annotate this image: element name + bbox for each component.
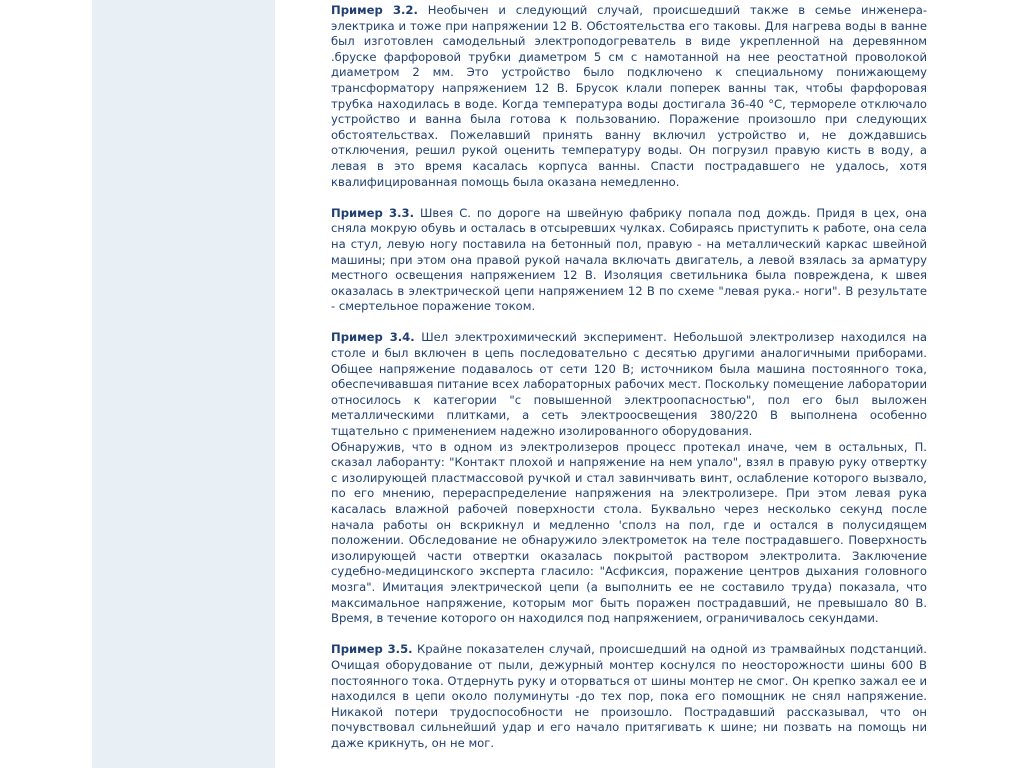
- example-text: Швея С. по дороге на швейную фабрику попала под дождь. Придя в цех, она сняла мокрую обувь и осталась в отсыревших чулках. Собираясь приступить к работе, она села на стул, левую ногу поставила на бетонный пол, правую - на металлический каркас швейной машины; при этом она правой рукой начала включать двигатель, а левой взялась за арматуру местного освещения напряжением 12 В. Изоляция светильника была повреждена, к швея оказалась в электрической цепи напряжением 12 В по схеме "левая рука.- ноги". В результате - смертельное поражение током.: [331, 205, 928, 314]
- example-paragraph: [331, 440, 927, 627]
- left-sidebar-band: [92, 0, 275, 768]
- example-label: Пример 3.4.: [331, 330, 415, 345]
- example-label: Пример 3.3.: [331, 205, 414, 220]
- example-label: Пример 3.5.: [331, 642, 413, 657]
- example-paragraph: [331, 206, 927, 315]
- example-3-2: [331, 3, 927, 190]
- example-paragraph: [331, 642, 927, 751]
- example-text: Обнаружив, что в одном из электролизеров процесс протекал иначе, чем в остальных, П. сказал лаборанту: "Контакт плохой и напряжение на нем упало", взял в правую руку отвертку с изолирующей пластмассовой ручкой и стал завинчивать винт, ослабление которого вызвало, по его мнению, перераспределение напряжения на электролизере. При этом левая рука касалась влажной рабочей поверхности стола. Буквально через несколько секунд после начала работы он вскрикнул и медленно 'сполз на пол, где и остался в полусидящем положении. Обследование не обнаружило электрометок на теле пострадавшего. Поверхность изолирующей части отвертки оказалась покрытой раствором электролита. Заключение судебно-медицинского эксперта гласило: "Асфиксия, поражение центров дыхания головного мозга". Имитация электрической цепи (а выполнить ее не составило труда) показала, что максимальное напряжение, которым мог быть поражен пострадавший, не превышало 80 В. Время, в течение которого он находился под напряжением, ограничивалось секундами.: [331, 439, 927, 626]
- example-text: Шел электрохимический эксперимент. Небольшой электролизер находился на столе и был включен в цепь последовательно с десятью другими аналогичными приборами. Общее напряжение подавалось от сети 120 В; источником была машина постоянного тока, обеспечивавшая питание всех лабораторных рабочих мест. Поскольку помещение лаборатории относилось к категории "с повышенной электроопасностью", пол его был выложен металлическими плитками, а сеть электроосвещения 380/220 В выполнена особенно тщательно с применением надежно изолированного оборудования.: [331, 330, 927, 439]
- example-3-4: [331, 330, 927, 626]
- example-text: Необычен и следующий случай, происшедший также в семье инженера-электрика и тоже при напряжении 12 В. Обстоятельства его таковы. Для нагрева воды в ванне был изготовлен самодельный электроподогреватель в виде укрепленной на деревянном .бруске фарфоровой трубки диаметром 5 см с намотанной на нее реостатной проволокой диаметром 2 мм. Это устройство было подключено к специальному понижающему трансформатору напряжением 12 В. Брусок клали поперек ванны так, чтобы фарфоровая трубка находилась в воде. Когда температура воды достигала 36-40 °С, терморелe отключало устройство и ванна была готова к пользованию. Поражение произошло при следующих обстоятельствах. Пожелавший принять ванну включил устройство и, не дождавшись отключения, решил рукой оценить температуру воды. Он погрузил правую кисть в воду, а левая в это время касалась корпуса ванны. Спасти пострадавшего не удалось, хотя квалифицированная помощь была оказана немедленно.: [331, 3, 927, 189]
- example-paragraph: [331, 3, 927, 190]
- example-3-5: [331, 642, 927, 751]
- example-3-3: [331, 206, 927, 315]
- example-text: Крайне показателен случай, происшедший на одной из трамвайных подстанций. Очищая оборудование от пыли, дежурный монтер коснулся по неосторожности шины 600 В постоянного тока. Отдернуть руку и оторваться от шины монтер не смог. Он крепко зажал ее и находился в цепи около полуминуты -до тех пор, пока его помощник не снял напряжение. Никакой потери трудоспособности не произошло. Пострадавший рассказывал, что он почувствовал сильнейший удар и его начало притягивать к шине; ни позвать на помощь ни даже крикнуть, он не мог.: [331, 642, 927, 750]
- example-paragraph: [331, 330, 927, 439]
- example-label: Пример 3.2.: [331, 3, 418, 17]
- article-text: [331, 3, 927, 767]
